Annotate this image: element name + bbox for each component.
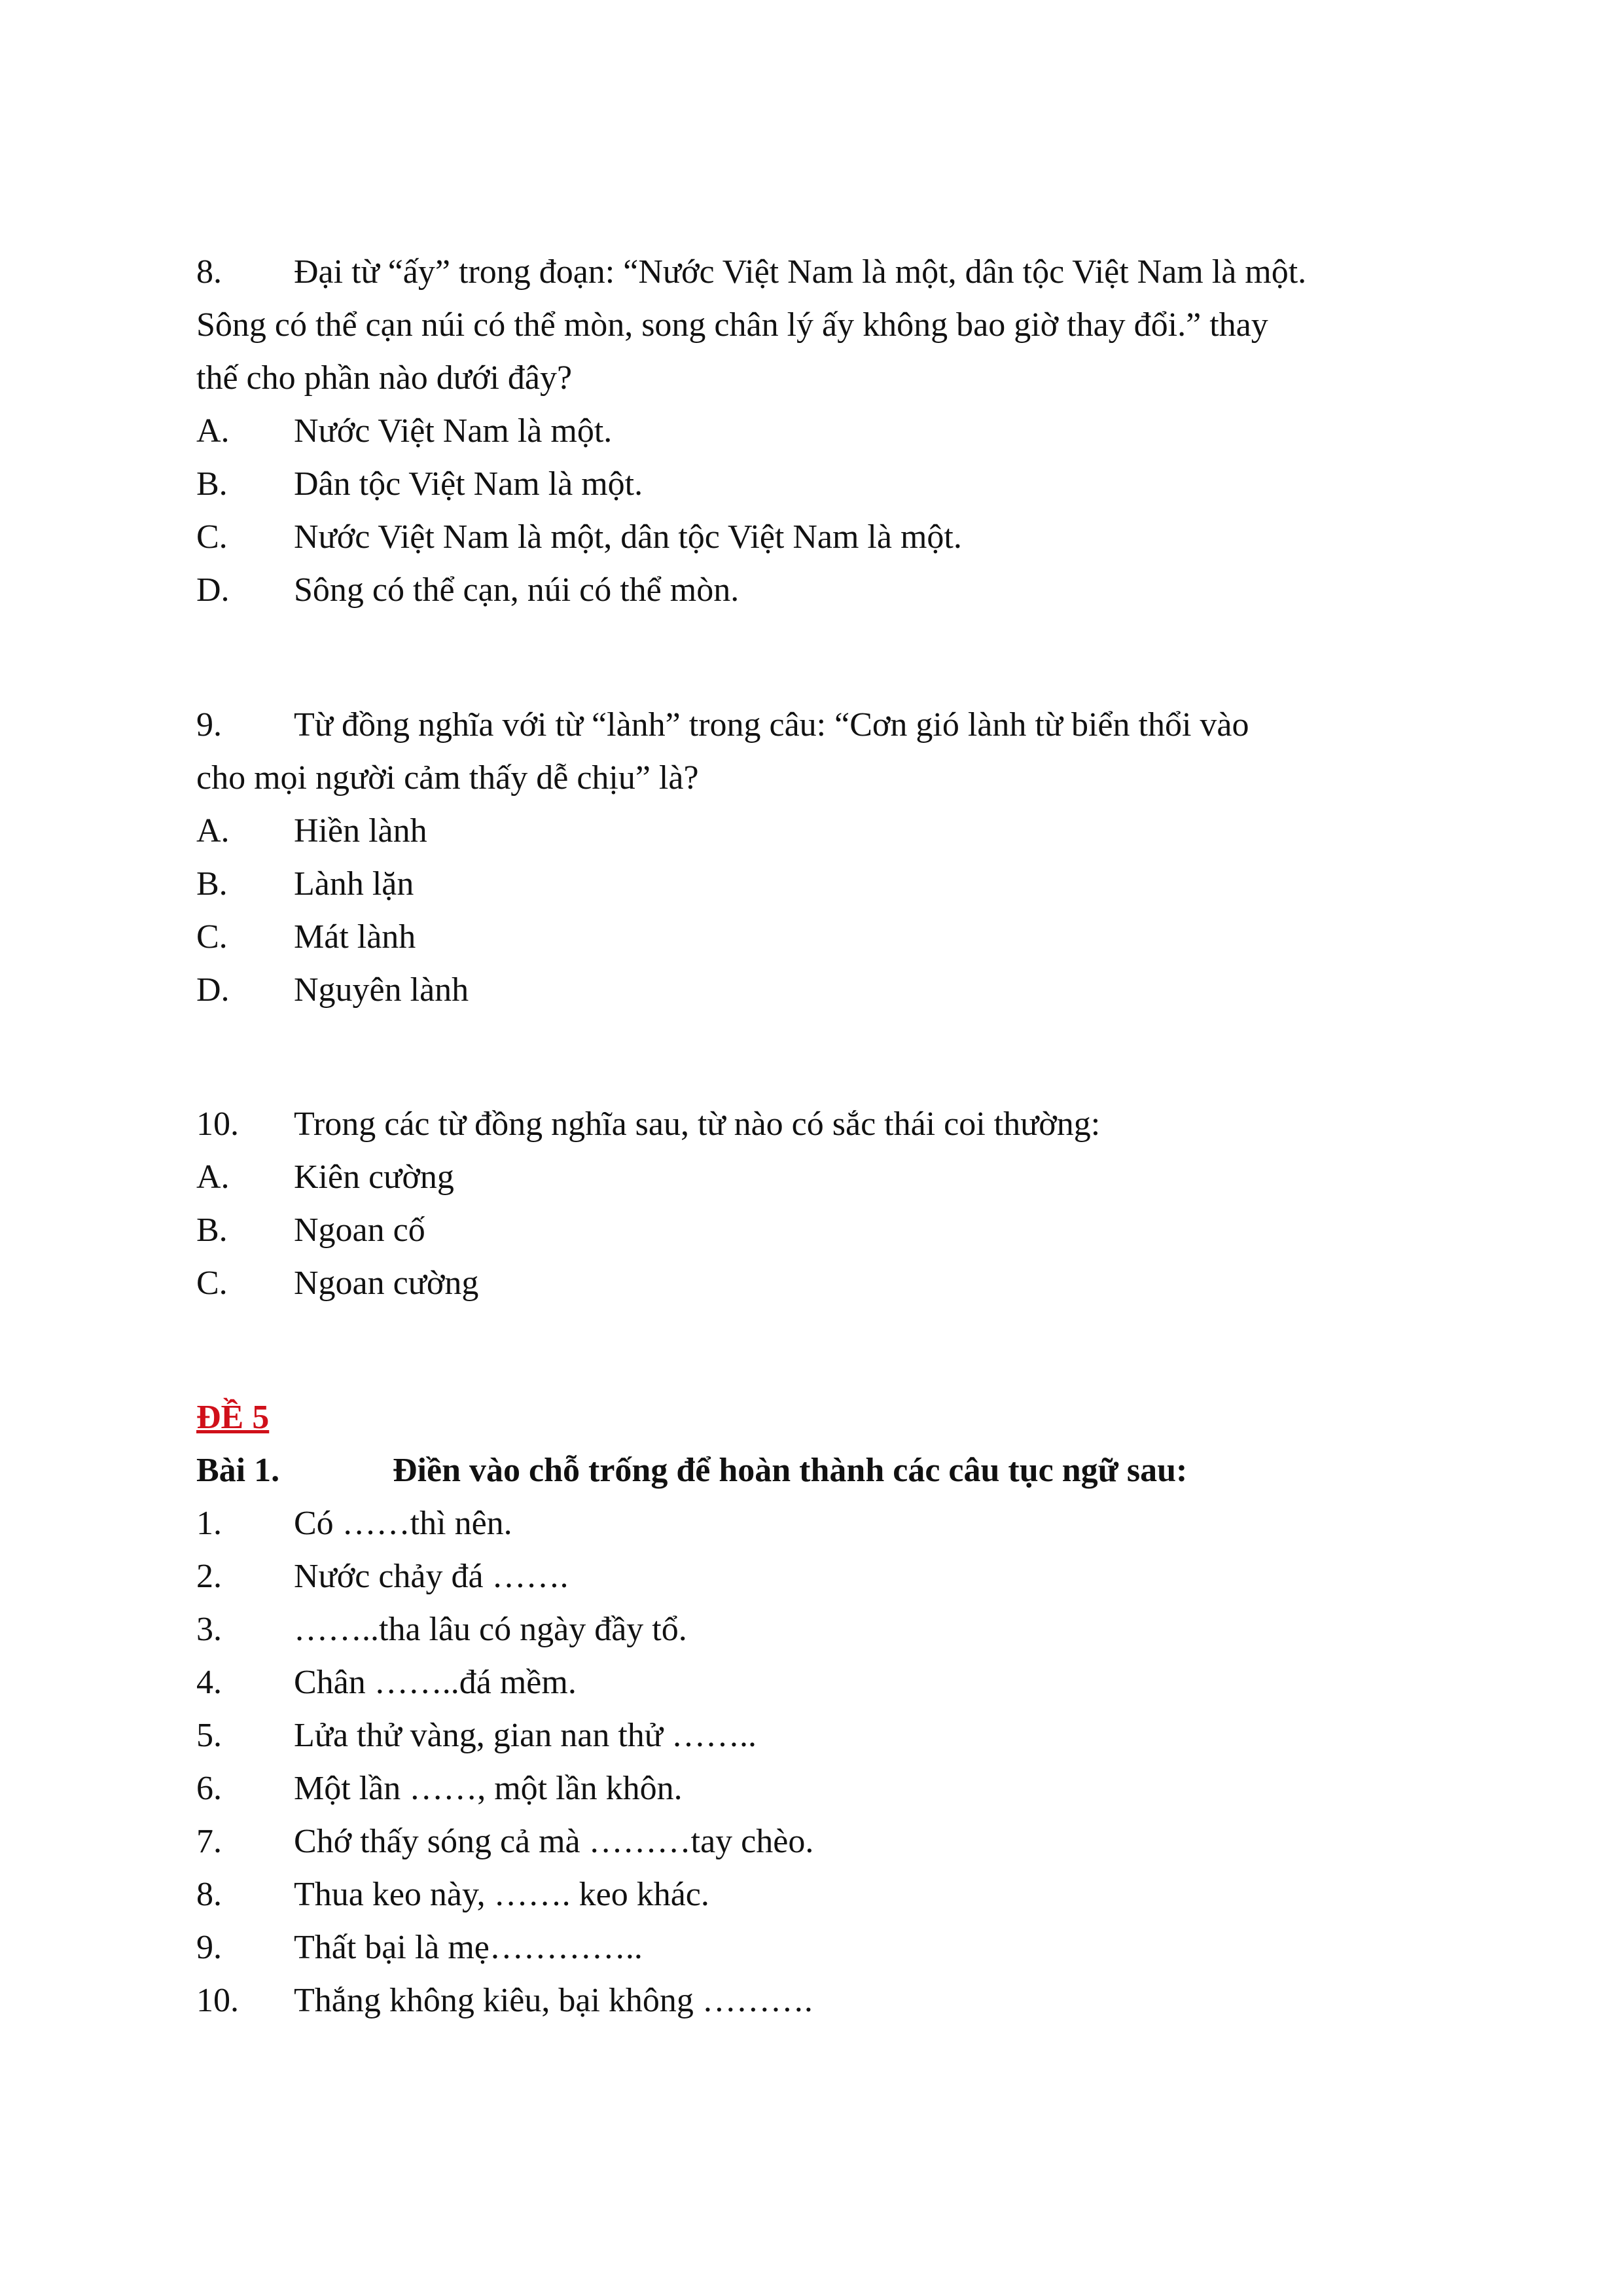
question-text-line: cho mọi người cảm thấy dễ chịu” là? <box>196 759 699 797</box>
question-text-line: Đại từ “ấy” trong đoạn: “Nước Việt Nam là một, dân tộc Việt Nam là một. <box>294 253 1307 291</box>
question-text-line: thế cho phần nào dưới đây? <box>196 359 573 397</box>
proverb-number: 5. <box>196 1717 222 1754</box>
proverb-number: 2. <box>196 1558 222 1595</box>
option-text: Nước Việt Nam là một, dân tộc Việt Nam là một. <box>294 518 962 556</box>
proverb-text: Thua keo này, ……. keo khác. <box>294 1876 709 1913</box>
option-text: Mát lành <box>294 918 416 956</box>
task-label: Bài 1. <box>196 1452 280 1489</box>
proverb-text: Một lần ……, một lần khôn. <box>294 1770 683 1807</box>
section-title: ĐỀ 5 <box>196 1399 270 1436</box>
option-letter: C. <box>196 518 228 556</box>
proverb-number: 1. <box>196 1505 222 1542</box>
option-letter: A. <box>196 412 230 450</box>
question-number: 9. <box>196 706 222 744</box>
option-letter: D. <box>196 571 230 609</box>
proverb-text: Chớ thấy sóng cả mà ………tay chèo. <box>294 1823 814 1860</box>
proverb-text: Thất bại là mẹ………….. <box>294 1929 643 1966</box>
proverb-number: 7. <box>196 1823 222 1860</box>
option-text: Hiền lành <box>294 812 427 850</box>
option-text: Ngoan cường <box>294 1265 479 1302</box>
option-letter: A. <box>196 812 230 850</box>
proverb-text: Nước chảy đá ……. <box>294 1558 569 1595</box>
question-number: 10. <box>196 1105 239 1143</box>
option-letter: C. <box>196 918 228 956</box>
question-number: 8. <box>196 253 222 291</box>
proverb-number: 3. <box>196 1611 222 1648</box>
proverb-text: Lửa thử vàng, gian nan thử …….. <box>294 1717 757 1754</box>
option-text: Lành lặn <box>294 865 414 903</box>
proverb-number: 8. <box>196 1876 222 1913</box>
option-letter: B. <box>196 465 228 503</box>
option-text: Kiên cường <box>294 1158 454 1196</box>
option-letter: B. <box>196 1211 228 1249</box>
option-letter: C. <box>196 1265 228 1302</box>
proverb-number: 10. <box>196 1982 239 2019</box>
proverb-text: Thắng không kiêu, bại không ………. <box>294 1982 813 2019</box>
proverb-text: Chân ……..đá mềm. <box>294 1664 577 1701</box>
proverb-number: 6. <box>196 1770 222 1807</box>
proverb-text: Có ……thì nên. <box>294 1505 512 1542</box>
question-text-line: Sông có thể cạn núi có thể mòn, song chân lý ấy không bao giờ thay đổi.” thay <box>196 306 1268 344</box>
proverb-number: 9. <box>196 1929 222 1966</box>
task-instruction: Điền vào chỗ trống để hoàn thành các câu tục ngữ sau: <box>393 1452 1188 1489</box>
proverb-text: ……..tha lâu có ngày đầy tổ. <box>294 1611 687 1648</box>
question-text-line: Từ đồng nghĩa với từ “lành” trong câu: “Cơn gió lành từ biển thổi vào <box>294 706 1249 744</box>
option-text: Dân tộc Việt Nam là một. <box>294 465 643 503</box>
question-text-line: Trong các từ đồng nghĩa sau, từ nào có sắc thái coi thường: <box>294 1105 1101 1143</box>
option-letter: D. <box>196 971 230 1009</box>
option-text: Nguyên lành <box>294 971 469 1009</box>
option-text: Sông có thể cạn, núi có thể mòn. <box>294 571 740 609</box>
option-letter: A. <box>196 1158 230 1196</box>
option-text: Nước Việt Nam là một. <box>294 412 613 450</box>
option-letter: B. <box>196 865 228 903</box>
option-text: Ngoan cố <box>294 1211 425 1249</box>
proverb-number: 4. <box>196 1664 222 1701</box>
